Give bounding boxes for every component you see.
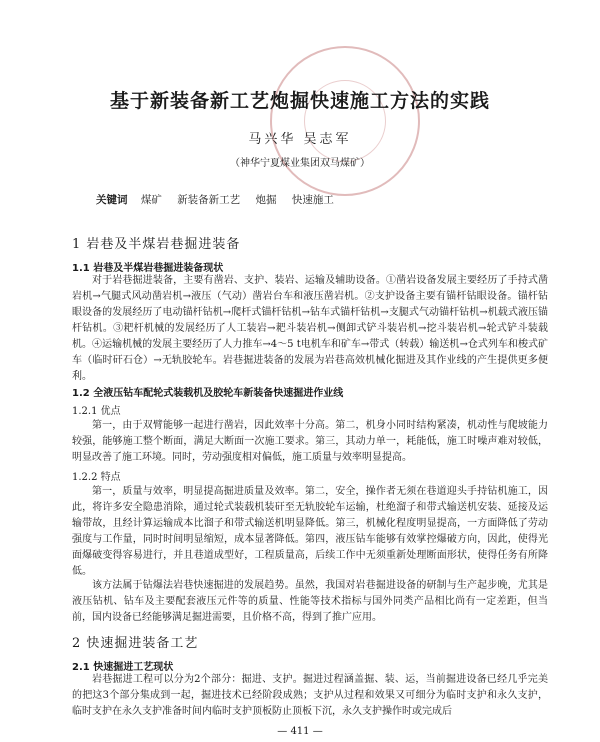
keyword: 煤矿 bbox=[140, 194, 162, 206]
section-1-2-1-paragraph: 第一，由于双臂能够一起进行凿岩，因此效率十分高。第二，机身小同时结构紧凑，机动性与爬坡能力较强，能够施工整个断面，满足大断面一次施工要求。第三，其动力单一，耗能低，施工时噪声难对较低，明显改善了施工环境。同时，劳动强度相对偏低，施工质量与效率明显提高。 bbox=[72, 420, 548, 463]
section-1-2-2-paragraph: 第一，质量与效率，明显提高掘进质量及效率。第二，安全，操作者无须在巷道迎头手持钻机施工，因此，将许多安全隐患消除，通过轮式装载机装矸至无轨胶轮车运输，杜绝溜子和带式输送机安装、延接及运输带故，且经计算运输成本比溜子和带式输送机明显降低。第三，机械化程度明显提高，一方面降低了劳动强度与工作量，同时时间明显缩短，成本显著降低。第四，液压钻车能够有效掌控爆破方向，因此，使得光面爆破变得容易进行，并且巷道成型好，工程质量高，后续工作中无须重新处理断面形状，使得任务有所降低。 bbox=[72, 486, 548, 577]
page-number: — 411 — bbox=[277, 726, 323, 737]
section-1-heading: 1 岩巷及半煤岩巷掘进装备 bbox=[72, 237, 241, 252]
section-1-1-paragraph: 对于岩巷掘进装备，主要有凿岩、支护、装岩、运输及辅助设备。①凿岩设备发展主要经历了手持式凿岩机→气腿式风动凿岩机→液压（气动）凿岩台车和液压凿岩机。②支护设备主要有锚杆钻眼设备。锚杆钻眼设备的发展经历了电动锚杆钻机→爬杆式锚杆钻机→钻车式锚杆钻机→支腿式气动锚杆钻机→机载式液压锚杆钻机。③耙杆机械的发展经历了人工装岩→耙斗装岩机→侧卸式铲斗装岩机→挖斗装岩机→轮式铲斗装载机。④运输机械的发展主要经历了人力推车→4～5 t电机车和矿车→带式（转载）输送机→仓式列车和梭式矿车（临时矸石仓）→无轨胶轮车。岩巷掘进装备的发展为岩巷高效机械化掘进及其作业线的产生提供更多便利。 bbox=[72, 275, 548, 382]
keywords-label: 关键词 bbox=[96, 194, 128, 206]
keyword: 炮掘 bbox=[255, 194, 277, 206]
section-1-1-heading: 1.1 岩巷及半煤岩巷掘进装备现状 bbox=[72, 263, 224, 274]
section-2-1-paragraph: 岩巷掘进工程可以分为2个部分：掘进、支护。掘进过程涵盖掘、装、运，当前掘进设备已经几乎完美的把这3个部分集成到一起，掘进技术已经阶段成熟；支护从过程和效果又可细分为临时支护和永久支护，临时支护在永久支护准备时间内临时支护顶板防止顶板下沉，永久支护操作时或完成后 bbox=[72, 674, 548, 717]
section-2-heading: 2 快速掘进装备工艺 bbox=[72, 636, 199, 651]
section-2-1-heading: 2.1 快速掘进工艺现状 bbox=[72, 662, 174, 673]
section-1-2-heading: 1.2 全液压钻车配轮式装载机及胶轮车新装备快速掘进作业线 bbox=[72, 388, 344, 399]
section-1-2-2-heading: 1.2.2 特点 bbox=[72, 472, 121, 483]
paper-affiliation: （神华宁夏煤业集团双马煤矿） bbox=[230, 158, 370, 169]
paper-title: 基于新装备新工艺炮掘快速施工方法的实践 bbox=[109, 90, 490, 112]
keyword: 新装备新工艺 bbox=[177, 194, 241, 206]
keywords-line bbox=[96, 192, 346, 207]
section-1-2-1-heading: 1.2.1 优点 bbox=[72, 406, 121, 417]
paper-authors: 马兴华 吴志军 bbox=[248, 132, 352, 147]
keyword: 快速施工 bbox=[291, 194, 334, 206]
section-1-2-2-paragraph-2: 该方法属于钻爆法岩巷快速掘进的发展趋势。虽然，我国对岩巷掘进设备的研制与生产起步晚，尤其是液压钻机、钻车及主要配套液压元件等的质量、性能等技术指标与国外同类产品相比尚有一定差距，但当前，国内设备已经能够满足掘进需要，且价格不高，得到了推广应用。 bbox=[72, 580, 548, 623]
